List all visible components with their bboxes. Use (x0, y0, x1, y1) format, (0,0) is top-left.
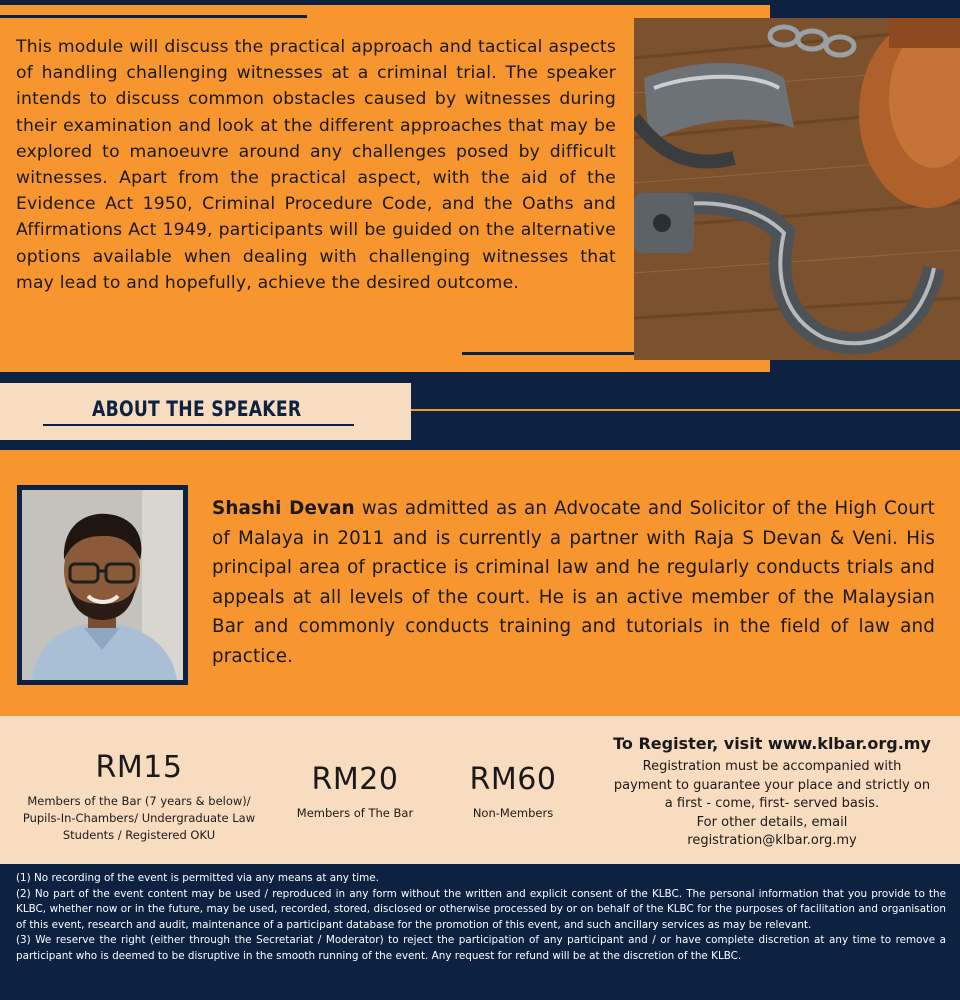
price-description: Non-Members (472, 806, 554, 820)
register-line: payment to guarantee your place and strictly on (613, 777, 931, 793)
price-tier-rm20 (280, 762, 430, 822)
terms-notes (16, 871, 946, 965)
section-heading: ABOUT THE SPEAKER (92, 397, 302, 421)
bottom-divider (462, 352, 634, 355)
price-description: Members of The Bar (296, 806, 414, 820)
top-divider (0, 15, 307, 18)
speaker-bio (212, 494, 935, 671)
term-note: (1) No recording of the event is permitted via any means at any time. (16, 872, 379, 884)
price-amount: RM15 (95, 750, 183, 785)
speaker-bio-text: was admitted as an Advocate and Solicitor of the High Court of Malaya in 2011 and is currently a partner with Raja S Devan & Veni. His principal area of practice is criminal law and he regularly conducts trials and appeals at all levels of the court. He is an active member of the Malaysian Bar and commonly conducts training and tutorials in the field of law and practice. (212, 498, 935, 667)
price-description: Members of the Bar (7 years & below)/ Pupils-In-Chambers/ Undergraduate Law Students / Registered OKU (22, 794, 256, 842)
speaker-name: Shashi Devan (212, 498, 355, 519)
term-note: (2) No part of the event content may be used / reproduced in any form without the written and explicit consent of the KLBC. The personal information that you provide to the KLBC, whether now or in the future, may be used, recorded, stored, disclosed or otherwise processed by or on behalf of the KLBC for the purposes of facilitation and organisation of this event, research and audit, maintenance of a participant database for the promotion of this event, and such ancillary services as may be relevant. (16, 887, 946, 931)
module-section (0, 0, 960, 372)
register-line: Registration must be accompanied with (642, 759, 902, 774)
price-amount: RM20 (311, 762, 399, 797)
price-tier-rm60 (450, 762, 576, 822)
module-description: This module will discuss the practical approach and tactical aspects of handling challenging witnesses at a criminal trial. The speaker intends to discuss common obstacles caused by witnesses during their examination and look at the different approaches that may be explored to manoeuvre around any challenges posed by difficult witnesses. Apart from the practical aspect, with the aid of the Evidence Act 1950, Criminal Procedure Code, and the Oaths and Affirmations Act 1949, participants will be guided on the alternative options available when dealing with challenging witnesses that may lead to and hopefully, achieve the desired outcome. (16, 37, 616, 293)
speaker-photo (22, 490, 183, 680)
register-link[interactable]: To Register, visit www.klbar.org.my (613, 734, 931, 753)
heading-accent-line (411, 409, 960, 411)
term-note: (3) We reserve the right (either through the Secretariat / Moderator) to reject the participation of any participant and / or have complete discretion at any time to remove a participant who is deemed to be disruptive in the smooth running of the event. Any request for refund will be at the discretion of the KLBC. (16, 934, 946, 962)
register-line: For other details, email (696, 814, 848, 830)
price-amount: RM60 (469, 762, 557, 797)
heading-underline (43, 424, 354, 426)
handcuffs-photo (634, 18, 960, 360)
speaker-portrait (22, 490, 183, 680)
handcuffs-illustration (634, 18, 960, 360)
register-details (594, 758, 950, 851)
speaker-photo-frame (17, 485, 188, 685)
registration-info (594, 734, 950, 851)
register-line: a first - come, first- served basis. (664, 796, 880, 811)
price-tier-rm15 (14, 750, 264, 844)
register-email[interactable]: registration@klbar.org.my (687, 833, 857, 848)
